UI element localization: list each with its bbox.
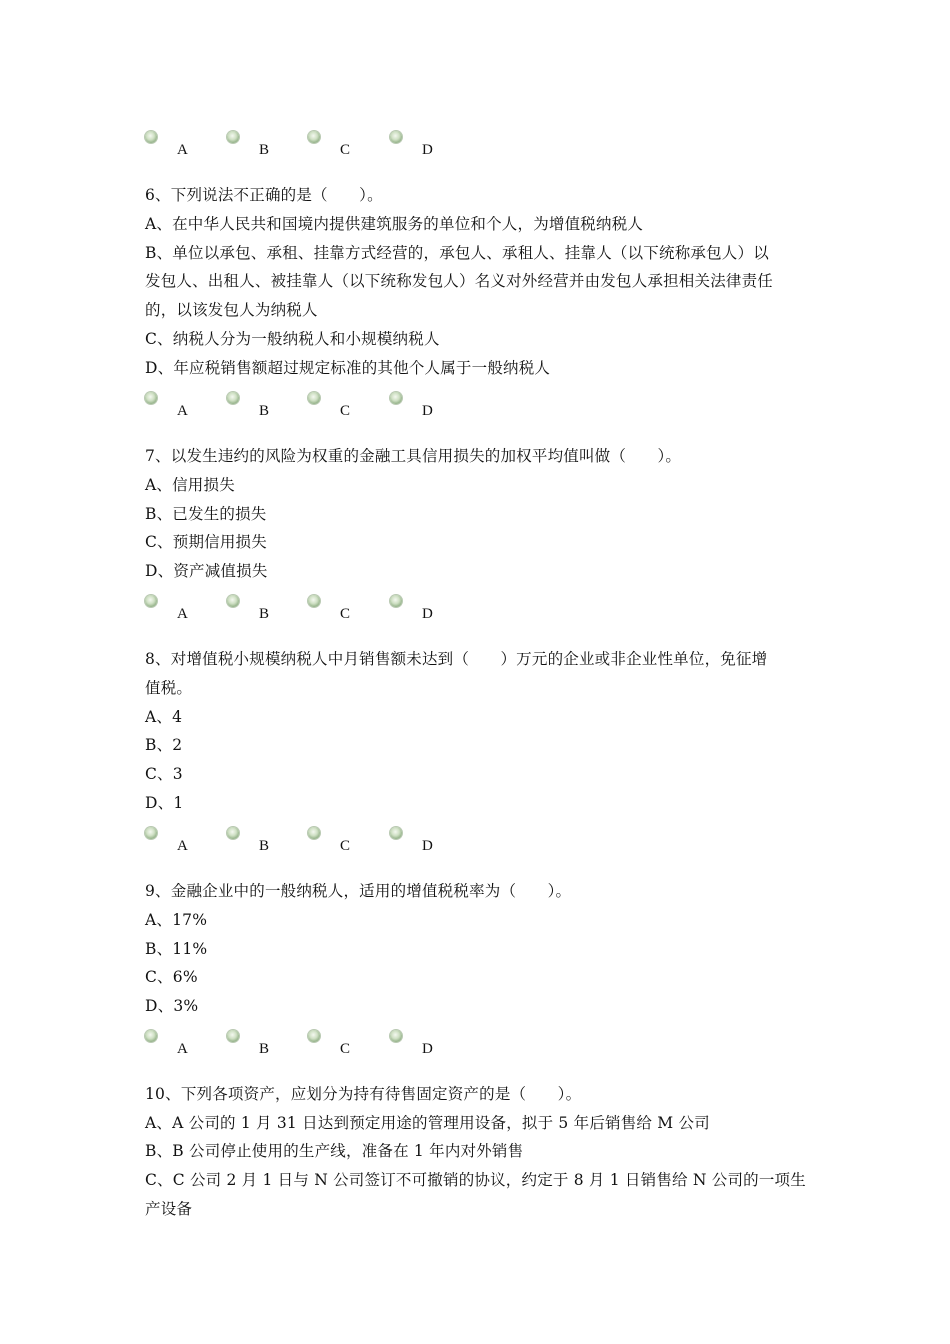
option-a[interactable] bbox=[145, 595, 205, 625]
option-d[interactable] bbox=[390, 1030, 450, 1060]
radio-button-icon[interactable] bbox=[145, 131, 157, 143]
radio-button-icon[interactable] bbox=[390, 1030, 402, 1042]
answer-choice-continued: 的，以该发包人为纳税人 bbox=[145, 301, 318, 319]
radio-button-icon[interactable] bbox=[390, 827, 402, 839]
option-c[interactable] bbox=[308, 595, 368, 625]
answer-choice: B、已发生的损失 bbox=[145, 505, 267, 523]
answer-choice: B、2 bbox=[145, 736, 183, 754]
answer-choice: A、在中华人民共和国境内提供建筑服务的单位和个人，为增值税纳税人 bbox=[145, 215, 644, 233]
answer-choice-continued: 发包人、出租人、被挂靠人（以下统称发包人）名义对外经营并由发包人承担相关法律责任 bbox=[145, 272, 774, 290]
option-label: C bbox=[340, 142, 351, 158]
answer-radio-group-q5 bbox=[145, 131, 465, 161]
option-a[interactable] bbox=[145, 392, 205, 422]
option-c[interactable] bbox=[308, 827, 368, 857]
answer-radio-group-q8 bbox=[145, 827, 465, 857]
option-d[interactable] bbox=[390, 131, 450, 161]
option-label: D bbox=[422, 606, 433, 622]
option-label: A bbox=[177, 838, 188, 854]
option-label: D bbox=[422, 838, 433, 854]
option-label: A bbox=[177, 142, 188, 158]
option-label: A bbox=[177, 1041, 188, 1057]
option-b[interactable] bbox=[227, 131, 287, 161]
question-stem: 7、以发生违约的风险为权重的金融工具信用损失的加权平均值叫做（ ）。 bbox=[145, 447, 682, 465]
radio-button-icon[interactable] bbox=[308, 131, 320, 143]
radio-button-icon[interactable] bbox=[145, 595, 157, 607]
answer-choice: B、B 公司停止使用的生产线，准备在 1 年内对外销售 bbox=[145, 1142, 524, 1160]
radio-button-icon[interactable] bbox=[308, 1030, 320, 1042]
radio-button-icon[interactable] bbox=[227, 595, 239, 607]
radio-button-icon[interactable] bbox=[390, 131, 402, 143]
option-label: D bbox=[422, 403, 433, 419]
answer-choice: B、11% bbox=[145, 940, 208, 958]
option-a[interactable] bbox=[145, 1030, 205, 1060]
radio-button-icon[interactable] bbox=[145, 1030, 157, 1042]
option-d[interactable] bbox=[390, 827, 450, 857]
option-label: C bbox=[340, 1041, 351, 1057]
radio-button-icon[interactable] bbox=[227, 392, 239, 404]
answer-choice: C、预期信用损失 bbox=[145, 533, 267, 551]
radio-button-icon[interactable] bbox=[227, 1030, 239, 1042]
option-label: B bbox=[259, 838, 270, 854]
radio-button-icon[interactable] bbox=[227, 131, 239, 143]
option-label: B bbox=[259, 142, 270, 158]
option-label: B bbox=[259, 1041, 270, 1057]
radio-button-icon[interactable] bbox=[308, 392, 320, 404]
option-b[interactable] bbox=[227, 392, 287, 422]
question-stem: 6、下列说法不正确的是（ ）。 bbox=[145, 186, 383, 204]
radio-button-icon[interactable] bbox=[390, 595, 402, 607]
option-d[interactable] bbox=[390, 392, 450, 422]
option-b[interactable] bbox=[227, 827, 287, 857]
answer-choice: A、信用损失 bbox=[145, 476, 235, 494]
option-label: C bbox=[340, 838, 351, 854]
option-label: B bbox=[259, 403, 270, 419]
radio-button-icon[interactable] bbox=[308, 827, 320, 839]
answer-choice: C、3 bbox=[145, 765, 183, 783]
radio-button-icon[interactable] bbox=[227, 827, 239, 839]
answer-choice: D、资产减值损失 bbox=[145, 562, 268, 580]
option-a[interactable] bbox=[145, 827, 205, 857]
option-d[interactable] bbox=[390, 595, 450, 625]
answer-radio-group-q6 bbox=[145, 392, 465, 422]
option-label: A bbox=[177, 606, 188, 622]
option-b[interactable] bbox=[227, 1030, 287, 1060]
option-label: B bbox=[259, 606, 270, 622]
answer-choice-continued: 产设备 bbox=[145, 1200, 193, 1218]
answer-choice: D、3% bbox=[145, 997, 199, 1015]
radio-button-icon[interactable] bbox=[308, 595, 320, 607]
option-label: D bbox=[422, 142, 433, 158]
question-stem-continued: 值税。 bbox=[145, 679, 193, 697]
answer-radio-group-q7 bbox=[145, 595, 465, 625]
answer-choice: C、6% bbox=[145, 968, 198, 986]
option-label: C bbox=[340, 606, 351, 622]
option-c[interactable] bbox=[308, 131, 368, 161]
answer-choice: C、C 公司 2 月 1 日与 N 公司签订不可撤销的协议，约定于 8 月 1 日销售给 N 公司的一项生 bbox=[145, 1171, 806, 1189]
option-c[interactable] bbox=[308, 1030, 368, 1060]
radio-button-icon[interactable] bbox=[145, 392, 157, 404]
answer-radio-group-q9 bbox=[145, 1030, 465, 1060]
answer-choice: C、纳税人分为一般纳税人和小规模纳税人 bbox=[145, 330, 440, 348]
option-label: C bbox=[340, 403, 351, 419]
question-stem: 8、对增值税小规模纳税人中月销售额未达到（ ）万元的企业或非企业性单位，免征增 bbox=[145, 650, 768, 668]
radio-button-icon[interactable] bbox=[145, 827, 157, 839]
option-b[interactable] bbox=[227, 595, 287, 625]
option-a[interactable] bbox=[145, 131, 205, 161]
option-label: A bbox=[177, 403, 188, 419]
answer-choice: D、1 bbox=[145, 794, 184, 812]
answer-choice: D、年应税销售额超过规定标准的其他个人属于一般纳税人 bbox=[145, 359, 551, 377]
radio-button-icon[interactable] bbox=[390, 392, 402, 404]
question-stem: 10、下列各项资产，应划分为持有待售固定资产的是（ ）。 bbox=[145, 1085, 582, 1103]
question-stem: 9、金融企业中的一般纳税人，适用的增值税税率为（ ）。 bbox=[145, 882, 572, 900]
answer-choice: B、单位以承包、承租、挂靠方式经营的，承包人、承租人、挂靠人（以下统称承包人）以 bbox=[145, 244, 769, 262]
option-c[interactable] bbox=[308, 392, 368, 422]
option-label: D bbox=[422, 1041, 433, 1057]
answer-choice: A、17% bbox=[145, 911, 208, 929]
answer-choice: A、A 公司的 1 月 31 日达到预定用途的管理用设备，拟于 5 年后销售给 M 公司 bbox=[145, 1114, 710, 1132]
answer-choice: A、4 bbox=[145, 708, 183, 726]
